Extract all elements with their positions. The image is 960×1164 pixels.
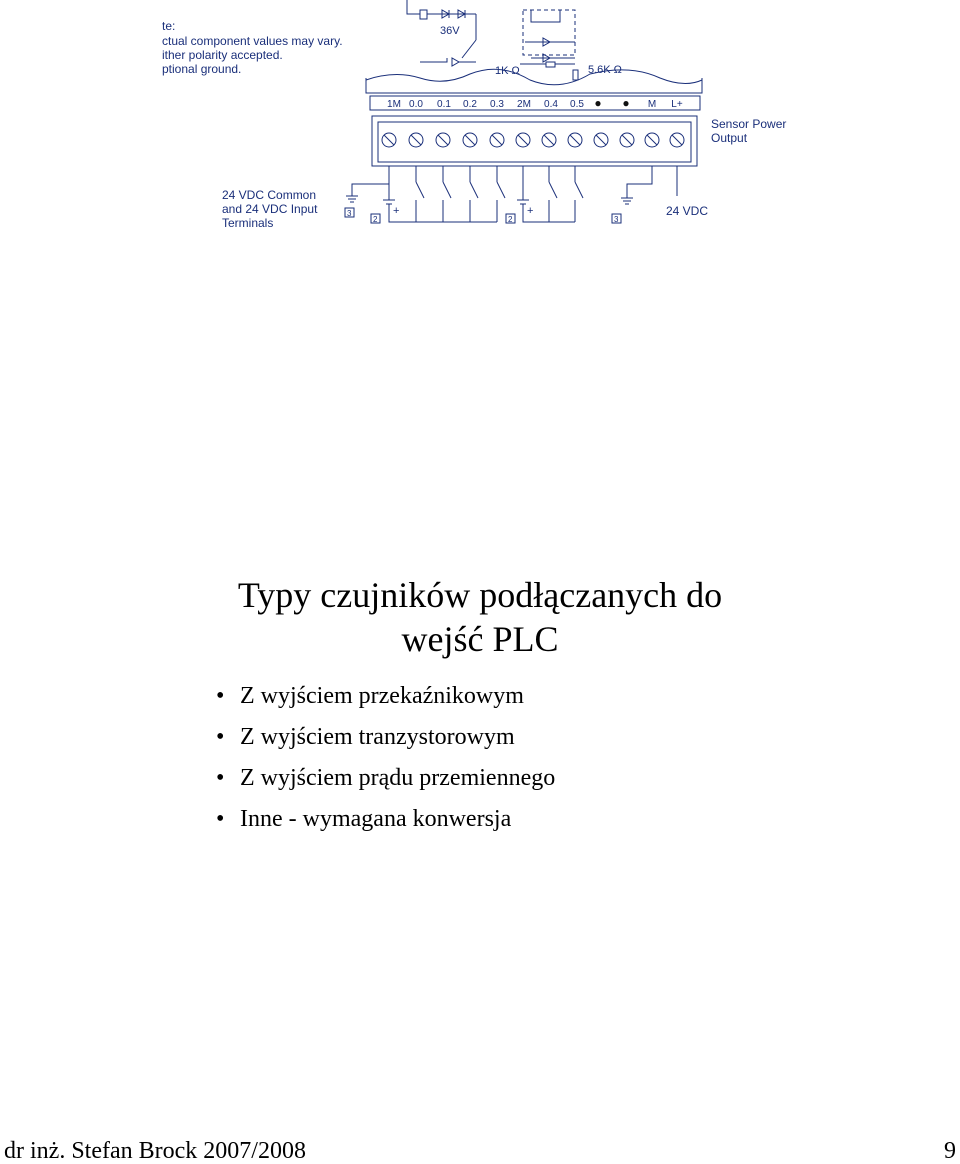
terminal-label: 0.0: [409, 99, 423, 110]
ref-number: 2: [373, 215, 378, 224]
bullet-icon: •: [216, 806, 225, 832]
wiring-diagram: [0, 0, 960, 240]
terminal-label: 1M: [387, 99, 401, 110]
resistor-1k-label: 1K Ω: [495, 65, 520, 77]
bullet-icon: •: [216, 724, 225, 750]
page-number: 9: [944, 1138, 956, 1164]
terminal-dot: ●: [622, 96, 630, 110]
slide-title: [140, 573, 820, 661]
common-label: 24 VDC Common: [222, 188, 317, 202]
ref-number: 2: [508, 215, 513, 224]
terminal-label: 0.4: [544, 99, 558, 110]
list-item: [216, 717, 555, 758]
diagram-note: ither polarity accepted.: [162, 48, 283, 62]
sensor-power-label: Sensor Power: [711, 117, 787, 131]
slide-title-line: wejść PLC: [401, 619, 559, 659]
common-label: Terminals: [222, 216, 274, 230]
terminal-label: L+: [671, 99, 683, 110]
terminal-label: M: [647, 99, 657, 110]
bullet-icon: •: [216, 765, 225, 791]
supply-voltage-label: 24 VDC: [666, 204, 709, 218]
terminal-label: 0.5: [570, 99, 584, 110]
plus-sign: +: [527, 205, 534, 217]
common-label: and 24 VDC Input: [222, 202, 318, 216]
plus-sign: +: [393, 205, 400, 217]
bullet-icon: •: [216, 683, 225, 709]
diagram-note: ptional ground.: [162, 62, 242, 76]
plc-module: [366, 69, 702, 166]
sensor-power-label: Output: [711, 131, 748, 145]
list-item: [216, 676, 555, 717]
diagram-note: ctual component values may vary.: [162, 34, 343, 48]
list-item: [216, 799, 555, 840]
list-item-text: Z wyjściem przekaźnikowym: [240, 683, 524, 709]
list-item-text: Inne - wymagana konwersja: [240, 806, 512, 832]
terminal-label: 2M: [517, 99, 531, 110]
terminal-label: 0.1: [437, 99, 451, 110]
optocoupler-circuit: [407, 0, 578, 80]
ref-number: 3: [347, 209, 352, 218]
terminal-label: 0.3: [490, 99, 504, 110]
terminal-label: 0.2: [463, 99, 477, 110]
resistor-5k6-label: 5.6K Ω: [588, 64, 622, 76]
ref-number: 3: [614, 215, 619, 224]
zener-label: 36V: [440, 25, 460, 37]
list-item-text: Z wyjściem tranzystorowym: [240, 724, 515, 750]
list-item: [216, 758, 555, 799]
slide-title-line: Typy czujników podłączanych do: [237, 575, 723, 615]
footer-author: dr inż. Stefan Brock 2007/2008: [4, 1138, 306, 1164]
bullet-list: [216, 676, 555, 840]
diagram-note: te:: [162, 19, 176, 33]
screw-terminals: [382, 133, 684, 147]
list-item-text: Z wyjściem prądu przemiennego: [240, 765, 556, 791]
terminal-dot: ●: [594, 96, 602, 110]
